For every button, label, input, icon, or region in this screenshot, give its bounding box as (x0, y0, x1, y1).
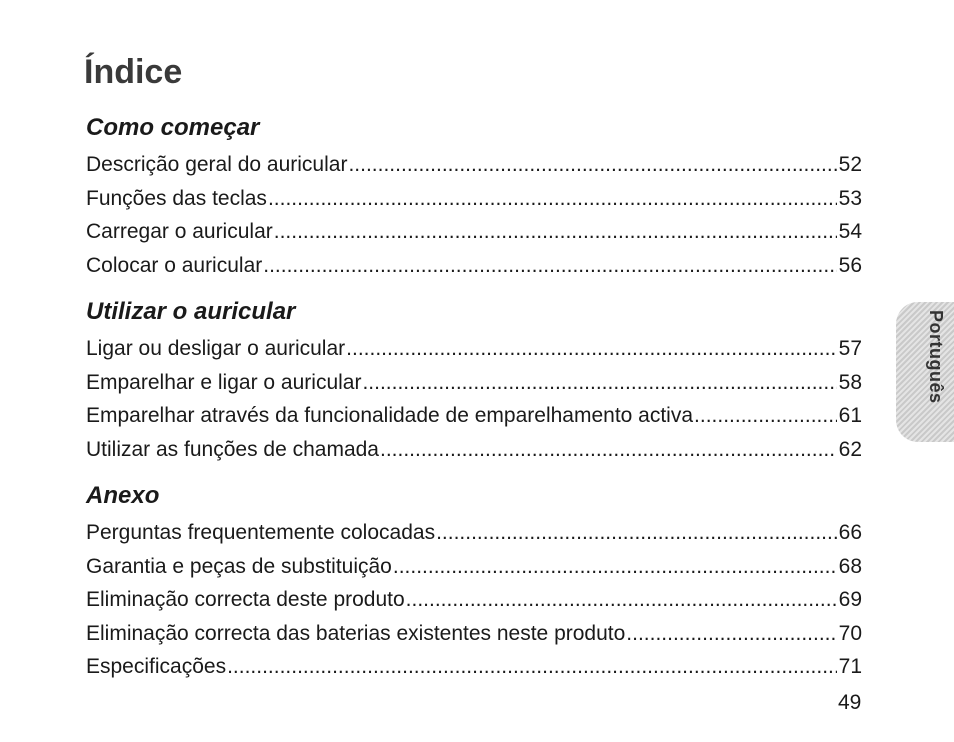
toc-entry-page: 57 (838, 337, 862, 360)
dot-leader (694, 399, 837, 433)
toc-entry-title: Garantia e peças de substituição (86, 554, 392, 578)
toc-entry-page: 69 (838, 588, 862, 611)
toc-entry-page: 52 (838, 153, 862, 176)
dot-leader (268, 182, 837, 216)
toc-entry-title: Funções das teclas (86, 186, 267, 210)
dot-leader (626, 617, 837, 651)
dot-leader (274, 215, 837, 249)
section-heading: Anexo (86, 482, 160, 509)
toc-entry-page: 70 (838, 621, 862, 645)
toc-entry-title: Eliminação correcta das baterias existentes neste produto (86, 621, 626, 645)
toc-entry-title: Perguntas frequentemente colocadas (86, 521, 436, 544)
dot-leader (393, 550, 837, 584)
toc-entry-title: Ligar ou desligar o auricular (86, 337, 346, 360)
toc-entry (86, 182, 862, 216)
toc-entry-title: Utilizar as funções de chamada (86, 437, 379, 461)
toc-entry-page: 71 (838, 655, 862, 678)
dot-leader (346, 332, 837, 366)
toc-entry (86, 583, 862, 617)
toc-entry-title: Colocar o auricular (86, 253, 263, 277)
table-of-contents (86, 108, 862, 684)
toc-entry-title: Emparelhar através da funcionalidade de emparelhamento activa (86, 404, 694, 427)
toc-entry (86, 148, 862, 182)
dot-leader (436, 516, 837, 550)
toc-entry-page: 53 (838, 186, 862, 210)
toc-entry (86, 249, 862, 283)
toc-entry (86, 399, 862, 433)
toc-entry (86, 550, 862, 584)
toc-entry-list (86, 148, 862, 282)
toc-entry-title: Especificações (86, 655, 227, 678)
toc-entry (86, 650, 862, 684)
toc-section-anexo (86, 476, 862, 684)
toc-entry-page: 58 (838, 370, 862, 394)
language-tab-label: Português (926, 310, 946, 404)
toc-entry-title: Eliminação correcta deste produto (86, 588, 405, 611)
language-side-tab (896, 302, 954, 442)
toc-section-como-comecar (86, 108, 862, 282)
toc-entry-page: 54 (838, 220, 862, 243)
toc-entry-page: 56 (838, 253, 862, 277)
dot-leader (227, 650, 837, 684)
section-heading: Como começar (86, 114, 260, 141)
toc-entry-list (86, 516, 862, 684)
dot-leader (362, 366, 837, 400)
toc-entry-title: Carregar o auricular (86, 220, 273, 243)
toc-entry-page: 61 (838, 404, 862, 427)
dot-leader (406, 583, 837, 617)
toc-entry-list (86, 332, 862, 466)
toc-entry (86, 332, 862, 366)
toc-entry (86, 433, 862, 467)
toc-entry-title: Descrição geral do auricular (86, 153, 348, 176)
dot-leader (263, 249, 837, 283)
page-title: Índice (84, 53, 183, 91)
dot-leader (380, 433, 837, 467)
dot-leader (348, 148, 837, 182)
toc-entry-page: 68 (838, 554, 862, 578)
section-heading: Utilizar o auricular (86, 298, 296, 325)
toc-entry (86, 366, 862, 400)
toc-entry (86, 617, 862, 651)
toc-entry (86, 516, 862, 550)
page-number: 49 (838, 691, 862, 714)
toc-entry-title: Emparelhar e ligar o auricular (86, 370, 362, 394)
toc-section-utilizar-o-auricular (86, 292, 862, 466)
toc-entry-page: 62 (838, 437, 862, 461)
toc-entry-page: 66 (838, 521, 862, 544)
toc-entry (86, 215, 862, 249)
